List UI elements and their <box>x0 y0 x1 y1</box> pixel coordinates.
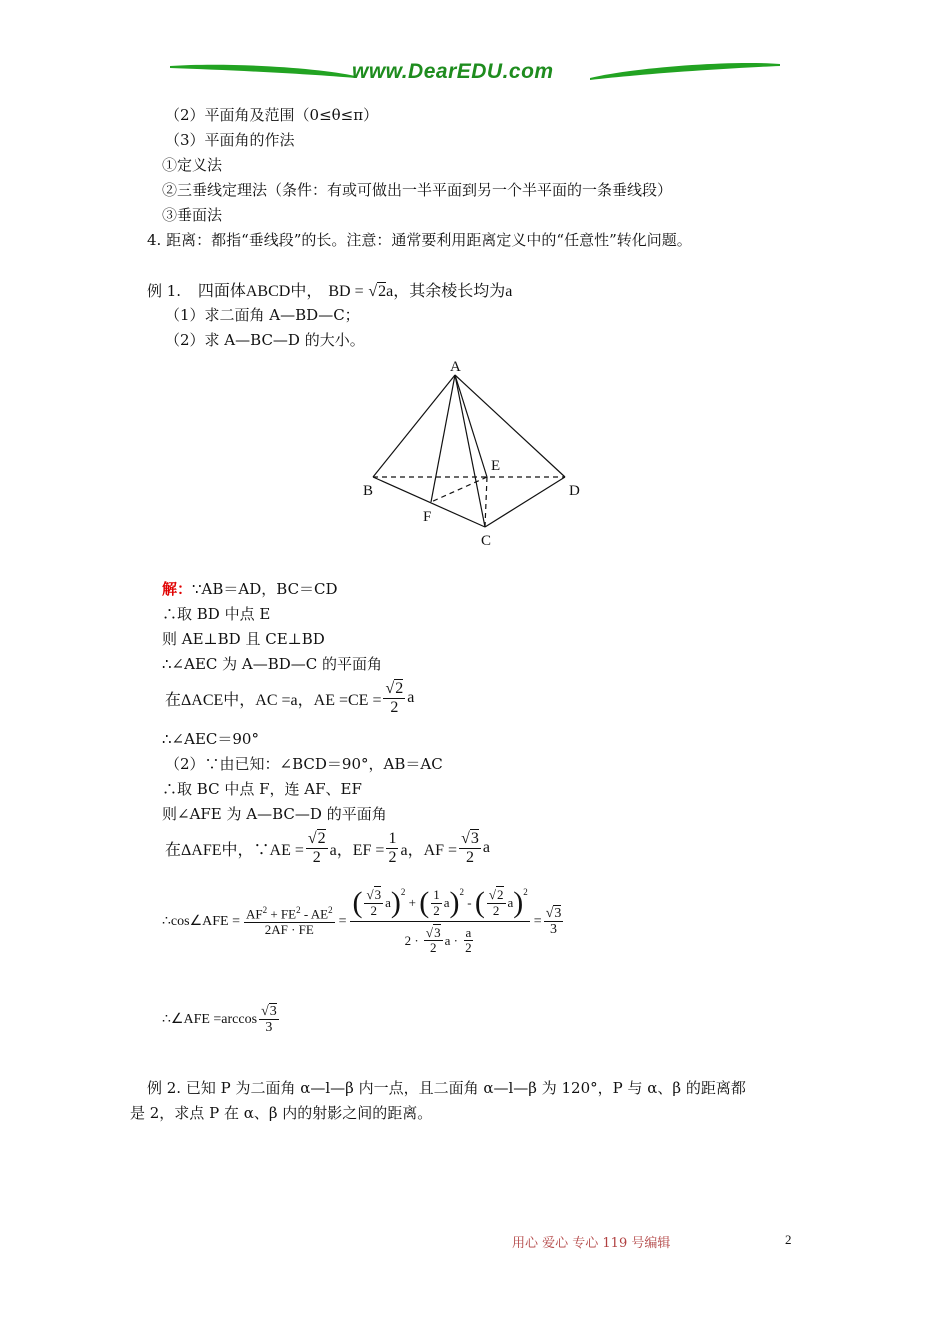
label-c: C <box>481 533 492 549</box>
solution-line: ∴∠AEC 为 A—BD—C 的平面角 <box>162 655 383 673</box>
example-1-heading: 例 1. 四面体ABCD中， BD = √2a，其余棱长均为a <box>147 282 513 300</box>
formula: BD = <box>328 283 364 300</box>
tetrahedron-figure <box>355 355 595 550</box>
solution-line: ∴∠AEC＝90° <box>162 730 259 748</box>
equation-cos: ∴cos∠AFE = $\frac{AF^2 + FE^2 - AE^2}{2AF \cdot FE}$ = ( $\frac{√3}{2}$ a ) $^2$ + ( $\frac{1}{2}$ a ) $^2$ - ( $\frac{√2}{2}$ a ) $^2$ 2 · $\frac{√3}{2}$ a · $\frac{a}{2}$ = $\frac{√3}{3}$ <box>162 886 562 956</box>
site-brand[interactable]: www.DearEDU.com <box>352 60 554 83</box>
solution-label: 解： <box>162 580 193 598</box>
solution-line: ∴取 BC 中点 F，连 AF、EF <box>162 780 362 798</box>
text-line: ①定义法 <box>162 156 223 174</box>
text-line: （3）平面角的作法 <box>165 131 295 149</box>
label-e: E <box>491 458 501 474</box>
example-text: a，其余棱长均为a <box>386 283 513 300</box>
solution-line: 则 AE⊥BD 且 CE⊥BD <box>162 630 325 648</box>
segment-ef-hidden <box>431 477 487 502</box>
example-prefix: 例 1. <box>147 282 182 300</box>
solution-line-1: 解：∵AB＝AD，BC＝CD <box>162 580 338 598</box>
label-b: B <box>363 483 374 499</box>
equation-arccos: ∴∠AFE =arccos $\frac{√3}{3}$ <box>162 1004 277 1036</box>
edge-ac <box>455 375 485 527</box>
equation-afe: 在ΔAFE中，∵AE = $\frac{√2}{2}$ a，EF = $\frac{1}{2}$ a，AF = $\frac{√3}{2}$ a <box>165 830 490 866</box>
edge-dc <box>485 477 565 527</box>
footer-text: 用心 爱心 专心 119 号编辑 <box>512 1236 671 1251</box>
question-1: （1）求二面角 A—BD—C； <box>165 306 360 324</box>
text-line: （2）平面角及范围（0≤θ≤π） <box>165 106 379 124</box>
text-line: 4. 距离：都指“垂线段”的长。注意：通常要利用距离定义中的“任意性”转化问题。 <box>147 231 692 249</box>
example-text: 四面体ABCD中， <box>197 283 323 300</box>
question-2: （2）求 A—BC—D 的大小。 <box>165 331 365 349</box>
segment-ce-hidden <box>485 477 487 527</box>
segment-af <box>431 375 455 502</box>
page-number: 2 <box>785 1232 792 1247</box>
text-line: ③垂面法 <box>162 206 223 224</box>
solution-line: ∴取 BD 中点 E <box>162 605 271 623</box>
label-a: A <box>450 359 461 375</box>
solution-line: 则∠AFE 为 A—BC—D 的平面角 <box>162 805 387 823</box>
edge-ab <box>373 375 455 477</box>
equation-ace: 在ΔACE中，AC =a，AE =CE = $\frac{√2}{2}$ a <box>165 680 415 716</box>
sqrt-arg: 2 <box>378 283 387 300</box>
solution-line: （2）∵由已知：∠BCD＝90°，AB＝AC <box>165 755 443 773</box>
label-f: F <box>423 509 432 525</box>
text-line: ②三垂线定理法（条件：有或可做出一半平面到另一个半平面的一条垂线段） <box>162 181 673 199</box>
example-2-line-1: 例 2. 已知 P 为二面角 α—l—β 内一点，且二面角 α—l—β 为 120°，P 与 α、β 的距离都 <box>147 1079 746 1097</box>
example-2-line-2: 是 2，求点 P 在 α、β 内的射影之间的距离。 <box>130 1104 433 1122</box>
label-d: D <box>569 483 580 499</box>
